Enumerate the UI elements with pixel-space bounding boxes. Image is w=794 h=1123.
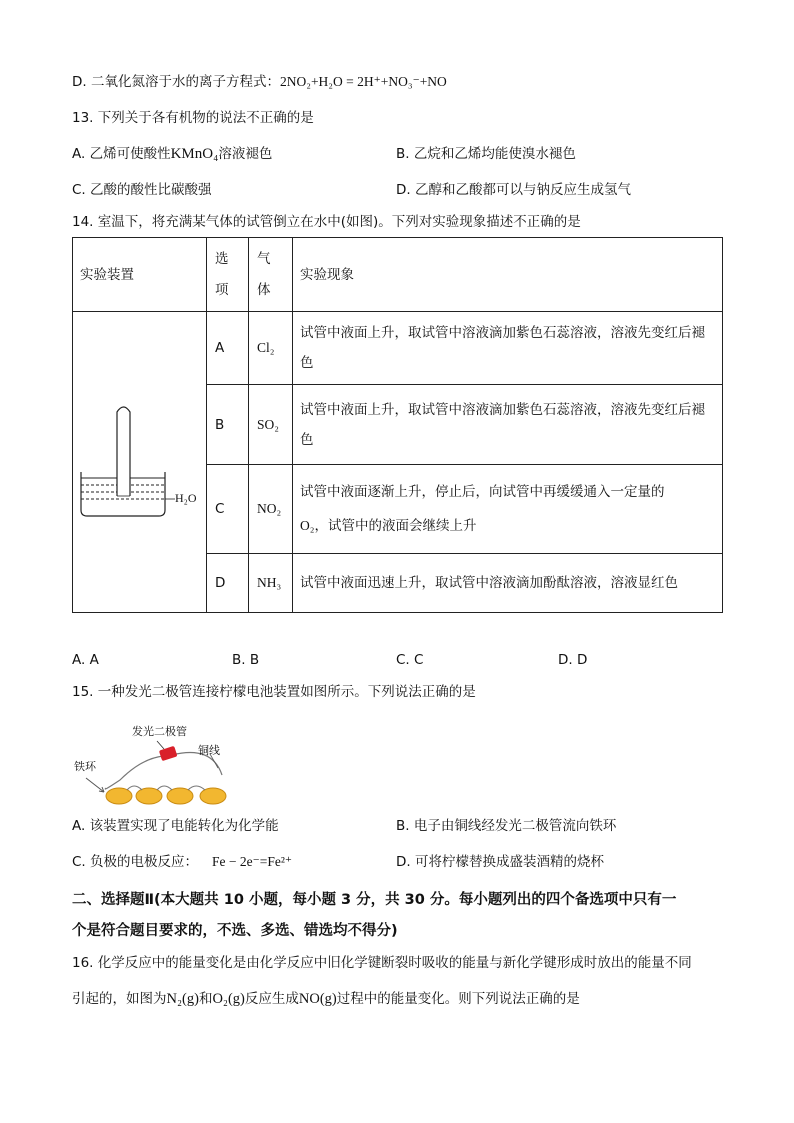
row-b-phenomenon: 试管中液面上升，取试管中溶液滴加紫色石蕊溶液，溶液先变红后褪色 <box>293 385 723 465</box>
q16-formula-o2: O₂(g) <box>212 991 245 1007</box>
q15-option-d: D. 可将柠檬替换成盛装酒精的烧杯 <box>396 854 604 870</box>
q12-d-equation: 2NO₂+H₂O = 2H⁺+NO₃⁻+NO <box>279 74 447 89</box>
row-c-phenomenon-line1: 试管中液面逐渐上升，停止后，向试管中再缓缓通入一定量的 <box>300 484 665 500</box>
header-apparatus: 实验装置 <box>73 238 207 312</box>
q16-formula-n2: N₂(g) <box>166 991 199 1007</box>
q16-stem-line2 <box>72 989 580 1009</box>
q15-option-c <box>72 852 292 872</box>
q16-text-d: 过程中的能量变化。则下列说法正确的是 <box>336 991 580 1007</box>
q15-option-b: B. 电子由铜线经发光二极管流向铁环 <box>396 818 617 834</box>
header-option-char2: 项 <box>215 281 229 298</box>
row-a-phenomenon: 试管中液面上升，取试管中溶液滴加紫色石蕊溶液，溶液先变红后褪色 <box>293 312 723 385</box>
q14-choice-d: D. D <box>558 652 588 668</box>
apparatus-figure-cell <box>73 312 207 613</box>
row-c-o2-formula: O₂ <box>300 518 315 533</box>
row-c-option: C <box>207 465 249 554</box>
q14-choice-c: C. C <box>396 652 424 668</box>
header-gas-char2: 体 <box>257 281 271 298</box>
row-b-option: B <box>207 385 249 465</box>
row-b-gas: SO₂ <box>249 385 293 465</box>
header-gas <box>249 238 293 312</box>
q13-option-d: D. 乙醇和乙酸都可以与钠反应生成氢气 <box>396 182 631 198</box>
q13-option-b: B. 乙烷和乙烯均能使溴水褪色 <box>396 146 576 162</box>
q13-option-a <box>72 144 272 164</box>
header-phenomenon: 实验现象 <box>293 238 723 312</box>
led-label: 发光二极管 <box>132 725 187 738</box>
header-option-char1: 选 <box>215 250 229 267</box>
q15-c-equation: Fe − 2e⁻=Fe²⁺ <box>212 854 293 869</box>
q16-text-a: 引起的，如图为 <box>72 991 167 1007</box>
header-option <box>207 238 249 312</box>
row-a-gas: Cl₂ <box>249 312 293 385</box>
row-c-phenomenon-line2 <box>300 509 715 543</box>
table-header-row <box>73 238 723 312</box>
q13-a-formula: KMnO₄ <box>170 146 219 162</box>
row-c-phenomenon <box>293 465 723 554</box>
q15-option-a: A. 该装置实现了电能转化为化学能 <box>72 818 279 834</box>
q15-c-text: C. 负极的电极反应： <box>72 854 199 870</box>
q14-choice-a: A. A <box>72 652 99 668</box>
q13-stem: 13. 下列关于各有机物的说法不正确的是 <box>72 110 314 126</box>
q14-stem: 14. 室温下，将充满某气体的试管倒立在水中(如图)。下列对实验现象描述不正确的是 <box>72 214 581 230</box>
q16-stem-line1: 16. 化学反应中的能量变化是由化学反应中旧化学键断裂时吸收的能量与新化学键形成时放出的能量不同 <box>72 955 692 971</box>
row-c-gas: NO₂ <box>249 465 293 554</box>
section-2-heading-line2: 个是符合题目要求的，不选、多选、错选均不得分) <box>72 923 398 939</box>
section-2-heading-line1: 二、选择题Ⅱ(本大题共 10 小题，每小题 3 分，共 30 分。每小题列出的四个备选项中只有一 <box>72 892 677 908</box>
row-a-option: A <box>207 312 249 385</box>
row-d-option: D <box>207 554 249 613</box>
inverted-test-tube-figure <box>73 312 207 612</box>
q16-text-c: 反应生成 <box>244 991 299 1007</box>
row-d-phenomenon: 试管中液面迅速上升，取试管中溶液滴加酚酞溶液，溶液显红色 <box>293 554 723 613</box>
q16-formula-no: NO(g) <box>298 991 337 1007</box>
q13-a-text: A. 乙烯可使酸性 <box>72 146 171 162</box>
q13-option-c: C. 乙酸的酸性比碳酸强 <box>72 182 212 198</box>
header-gas-char1: 气 <box>257 250 271 267</box>
row-d-gas: NH₃ <box>249 554 293 613</box>
q13-a-suffix: 溶液褪色 <box>218 146 273 162</box>
q12-d-text: D. 二氧化氮溶于水的离子方程式： <box>72 74 280 90</box>
copper-wire-label: 铜线 <box>198 744 220 757</box>
water-label: H₂O <box>175 491 197 505</box>
q15-stem: 15. 一种发光二极管连接柠檬电池装置如图所示。下列说法正确的是 <box>72 684 476 700</box>
lemon-battery-figure <box>72 720 242 806</box>
q14-choice-b: B. B <box>232 652 260 668</box>
iron-ring-label: 铁环 <box>74 760 96 773</box>
q14-table <box>72 237 723 613</box>
row-c-o2-text: ，试管中的液面会继续上升 <box>314 518 477 534</box>
table-row <box>73 312 723 385</box>
q16-text-b: 和 <box>198 991 213 1007</box>
q12-option-d <box>72 72 447 92</box>
